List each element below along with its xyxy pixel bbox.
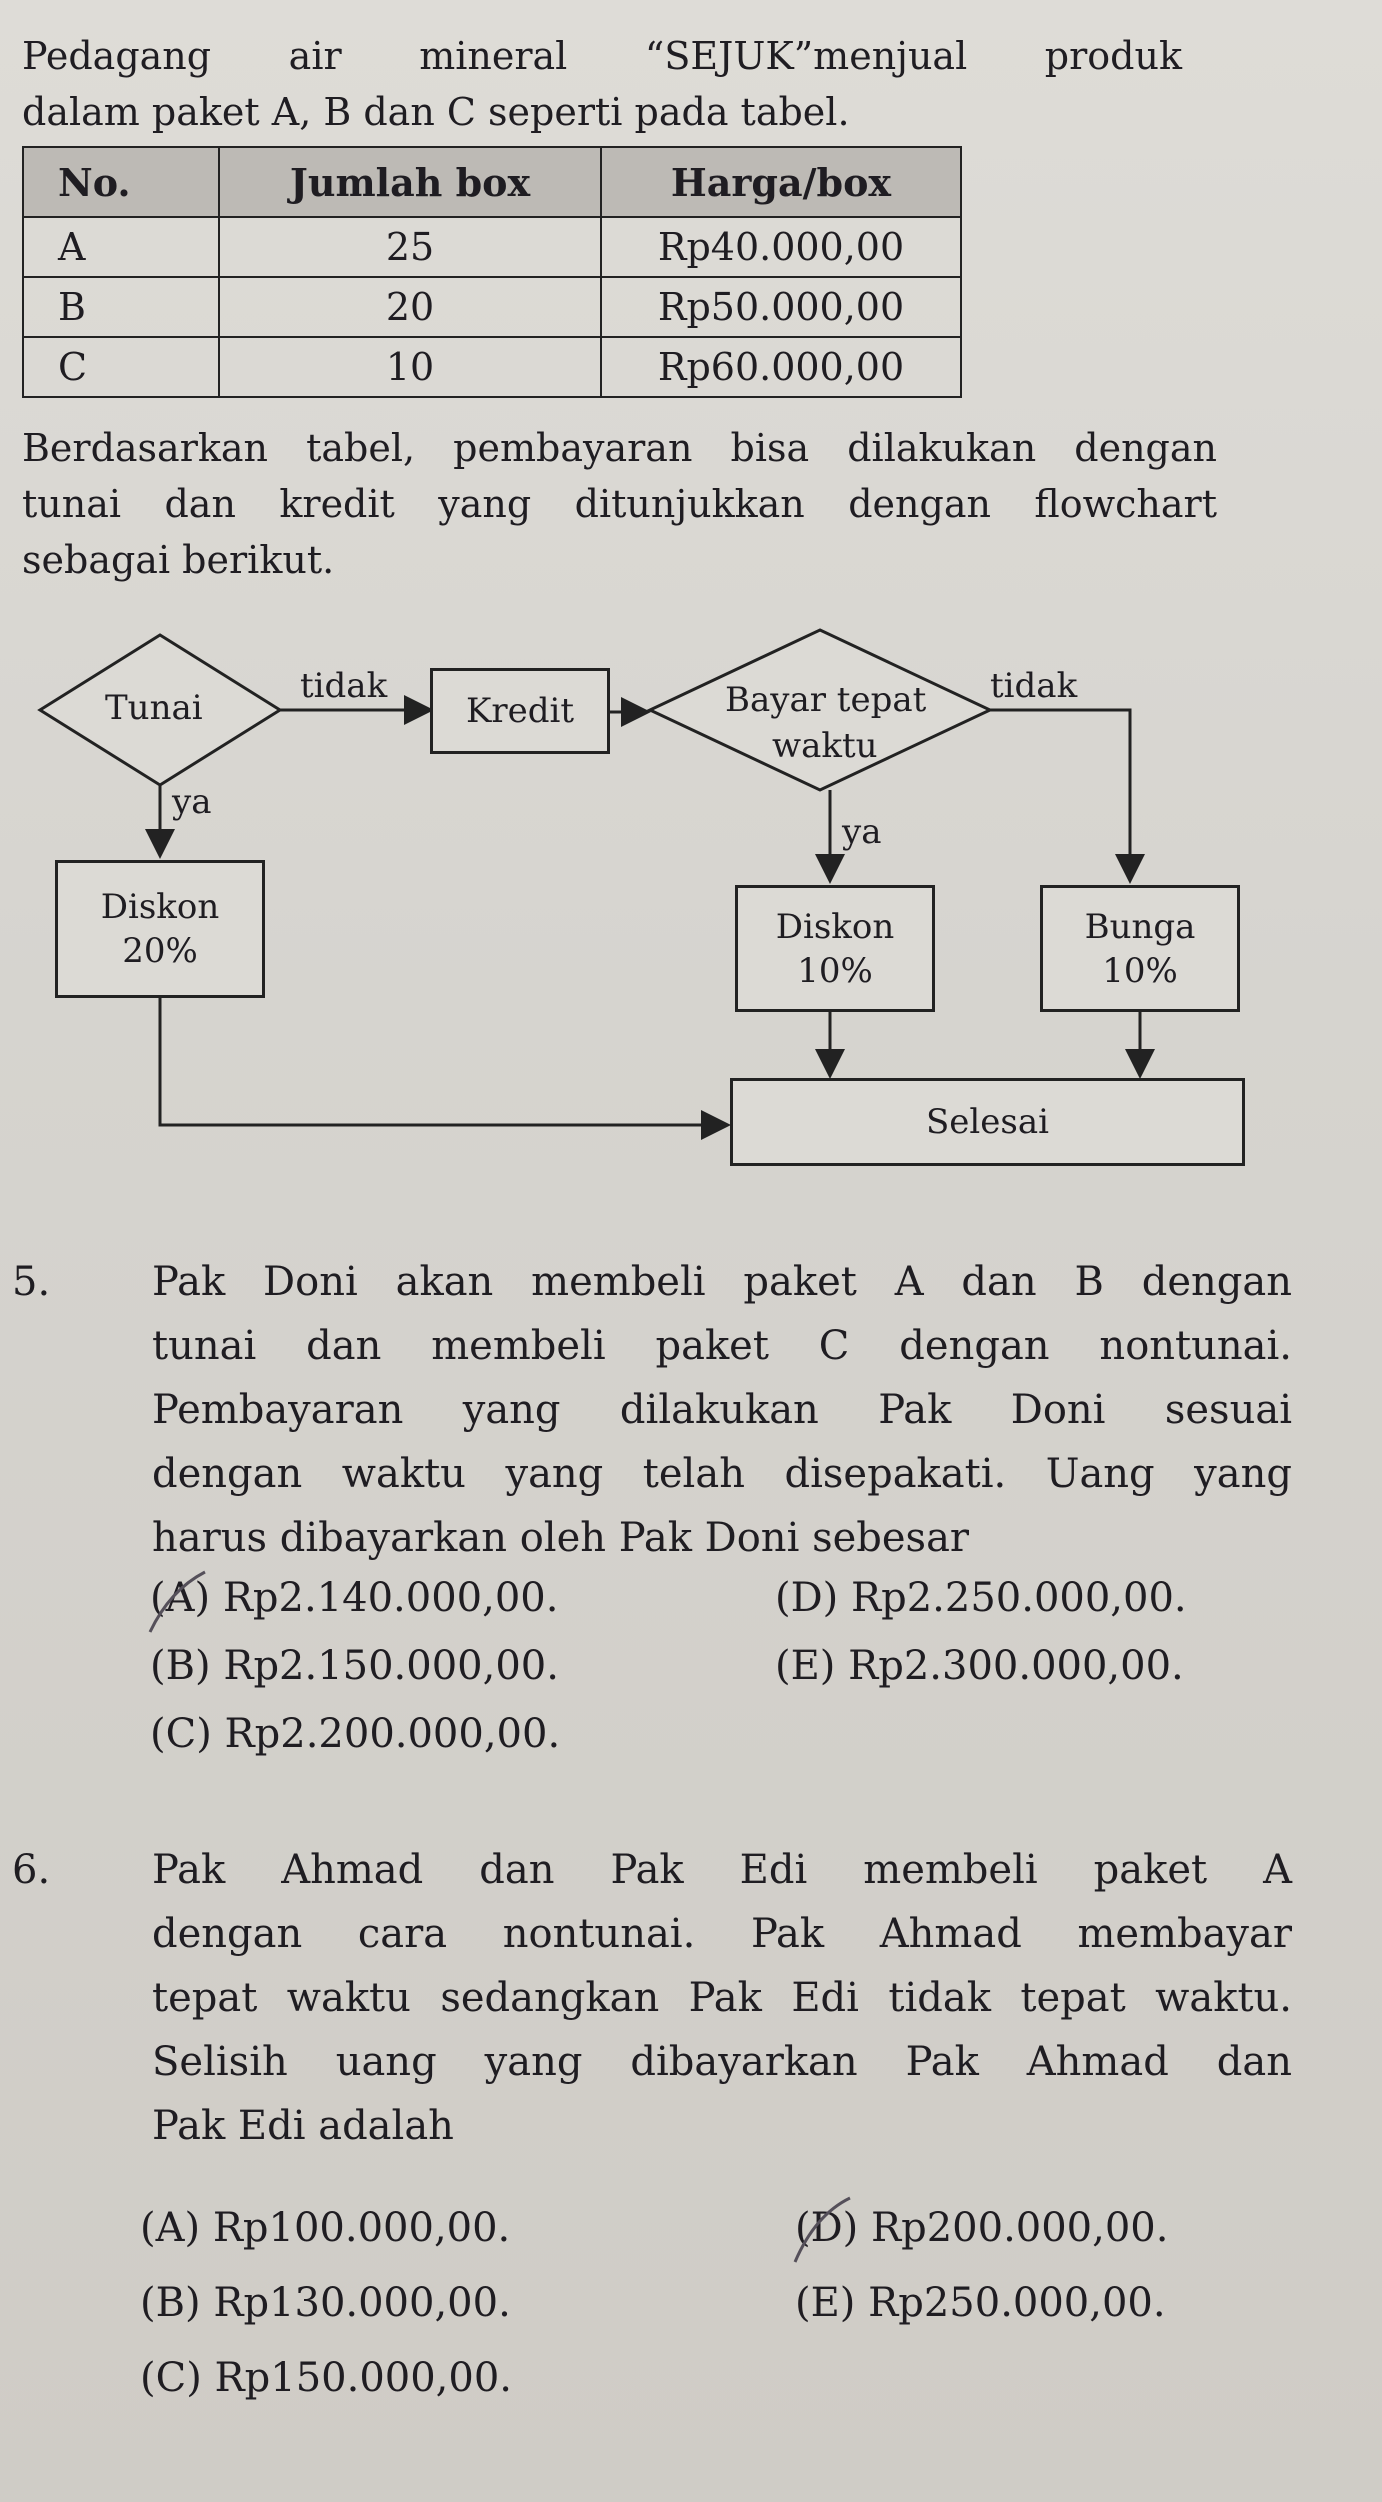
intro-line-2: dalam paket A, B dan C seperti pada tabel.: [22, 90, 850, 134]
selesai-box: [730, 1078, 1245, 1166]
q6-option-b[interactable]: (B) Rp130.000,00.: [140, 2280, 511, 2326]
q6-option-d[interactable]: (D) Rp200.000,00.: [795, 2205, 1169, 2251]
question-5-line: harus dibayarkan oleh Pak Doni sebesar: [152, 1515, 970, 1561]
diskon-10-box: [735, 885, 935, 1012]
description-line-1: Berdasarkan tabel, pembayaran bisa dilakukan dengan: [22, 426, 1217, 470]
arrow-tidak-to-bunga: [990, 710, 1130, 878]
bunga-label-1: Bunga: [1084, 906, 1196, 947]
q6-option-e[interactable]: (E) Rp250.000,00.: [795, 2280, 1166, 2326]
cell-no: C: [23, 337, 219, 397]
q5-option-b[interactable]: (B) Rp2.150.000,00.: [150, 1643, 559, 1689]
question-6: [12, 1838, 1332, 2178]
cell-jumlah: 25: [219, 217, 601, 277]
ya-label-1: ya: [172, 782, 212, 822]
bunga-box: [1040, 885, 1240, 1012]
question-5-line: tunai dan membeli paket C dengan nontunai.: [152, 1323, 1292, 1369]
question-6-text: [152, 1838, 1292, 2158]
header-no: No.: [23, 147, 219, 217]
diskon-10-label-1: Diskon: [775, 906, 895, 947]
bayar-tepat-label-2: waktu: [772, 726, 878, 766]
question-6-line: Pak Edi adalah: [152, 2103, 454, 2149]
kredit-box: [430, 668, 610, 754]
diskon-10-label-2: 10%: [797, 950, 873, 991]
ya-label-2: ya: [842, 812, 882, 852]
cell-jumlah: 20: [219, 277, 601, 337]
diskon-20-label-1: Diskon: [100, 887, 220, 927]
tidak-label-1: tidak: [300, 666, 388, 706]
cell-jumlah: 10: [219, 337, 601, 397]
question-5-line: Pak Doni akan membeli paket A dan B dengan: [152, 1259, 1292, 1305]
question-5-number: 5.: [12, 1259, 51, 1305]
question-6-number: 6.: [12, 1847, 51, 1893]
question-6-line: Selisih uang yang dibayarkan Pak Ahmad dan: [152, 2039, 1292, 2085]
q6-option-c[interactable]: (C) Rp150.000,00.: [140, 2355, 512, 2401]
diskon-20-box: [55, 860, 265, 998]
question-6-line: tepat waktu sedangkan Pak Edi tidak tepat waktu.: [152, 1975, 1292, 2021]
description-line-3: sebagai berikut.: [22, 538, 335, 582]
description-line-2: tunai dan kredit yang ditunjukkan dengan flowchart: [22, 482, 1217, 526]
cell-harga: Rp40.000,00: [601, 217, 961, 277]
header-harga: Harga/box: [601, 147, 961, 217]
cell-no: A: [23, 217, 219, 277]
intro-line-1: Pedagang air mineral “SEJUK”menjual produk: [22, 34, 1182, 78]
q5-option-c[interactable]: (C) Rp2.200.000,00.: [150, 1711, 561, 1757]
tunai-label: Tunai: [105, 688, 203, 728]
question-5-line: Pembayaran yang dilakukan Pak Doni sesuai: [152, 1387, 1292, 1433]
arrow-diskon20-to-selesai: [160, 998, 725, 1125]
q5-option-d[interactable]: (D) Rp2.250.000,00.: [775, 1575, 1187, 1621]
cell-harga: Rp60.000,00: [601, 337, 961, 397]
question-6-line: Pak Ahmad dan Pak Edi membeli paket A: [152, 1847, 1292, 1893]
diskon-20-label-2: 20%: [122, 931, 198, 971]
cell-harga: Rp50.000,00: [601, 277, 961, 337]
bunga-label-2: 10%: [1102, 950, 1178, 991]
question-6-line: dengan cara nontunai. Pak Ahmad membayar: [152, 1911, 1292, 1957]
question-5-text: [152, 1250, 1292, 1570]
header-jumlah: Jumlah box: [219, 147, 601, 217]
kredit-label: Kredit: [465, 691, 575, 731]
tidak-label-2: tidak: [990, 666, 1078, 706]
selesai-label: Selesai: [925, 1102, 1049, 1142]
question-5-line: dengan waktu yang telah disepakati. Uang yang: [152, 1451, 1292, 1497]
q5-option-e[interactable]: (E) Rp2.300.000,00.: [775, 1643, 1184, 1689]
bayar-tepat-label-1: Bayar tepat: [725, 680, 927, 720]
q5-option-a[interactable]: (A) Rp2.140.000,00.: [150, 1575, 559, 1621]
cell-no: B: [23, 277, 219, 337]
q6-option-a[interactable]: (A) Rp100.000,00.: [140, 2205, 511, 2251]
